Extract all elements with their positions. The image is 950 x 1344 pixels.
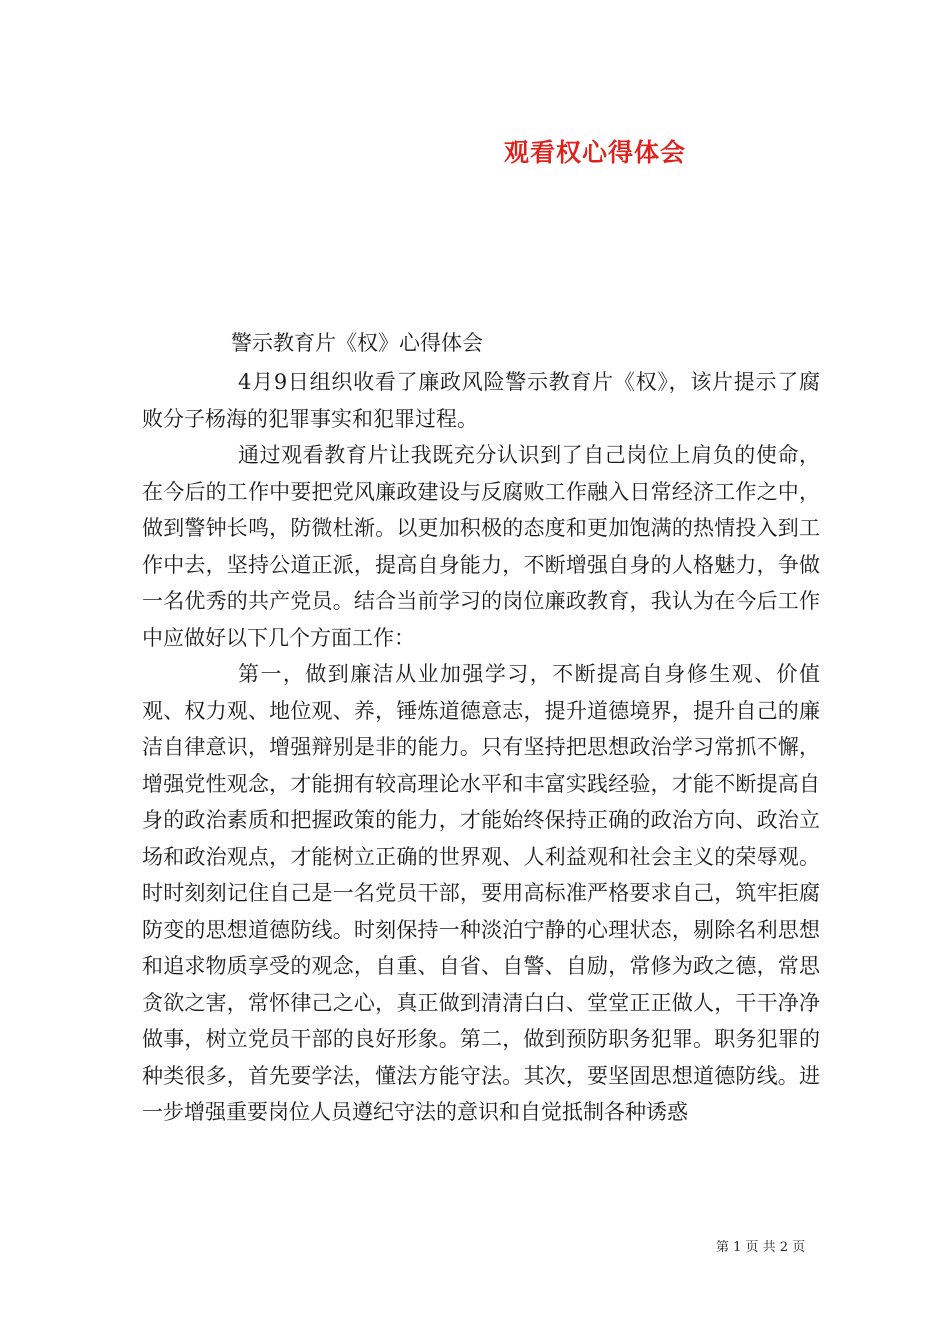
paragraph-first-point: 第一，做到廉洁从业加强学习，不断提高自身修生观、价值观、权力观、地位观、养，锤炼道德意志，提升道德境界，提升自己的廉洁自律意识，增强辩别是非的能力。只有坚持把思想政治学习常抓不懈，增强党性观念，才能拥有较高理论水平和丰富实践经验，才能不断提高自身的政治素质和把握政策的能力，才能始终保持正确的政治方向、政治立场和政治观点，才能树立正确的世界观、人利益观和社会主义的荣辱观。时时刻刻记住自己是一名党员干部，要用高标准严格要求自己，筑牢拒腐防变的思想道德防线。时刻保持一种淡泊宁静的心理状态，剔除名利思想和追求物质享受的观念，自重、自省、自警、自励，常修为政之德，常思贪欲之害，常怀律己之心，真正做到清清白白、堂堂正正做人，干干净净做事，树立党员干部的良好形象。第二，做到预防职务犯罪。职务犯罪的种类很多，首先要学法，懂法方能守法。其次，要坚固思想道德防线。进一步增强重要岗位人员遵纪守法的意识和自觉抵制各种诱惑 (142, 662, 820, 1124)
document-body (142, 364, 820, 1131)
paragraph-intro: 4月9日组织收看了廉政风险警示教育片《权》，该片提示了腐败分子杨海的犯罪事实和犯罪过程。 (142, 370, 820, 431)
document-title: 观看权心得体会 (503, 138, 686, 167)
paragraph-reflection: 通过观看教育片让我既充分认识到了自己岗位上肩负的使命，在今后的工作中要把党风廉政建设与反腐败工作融入日常经济工作之中，做到警钟长鸣，防微杜渐。以更加积极的态度和更加饱满的热情投入到工作中去，坚持公道正派，提高自身能力，不断增强自身的人格魅力，争做一名优秀的共产党员。结合当前学习的岗位廉政教育，我认为在今后工作中应做好以下几个方面工作： (142, 443, 820, 650)
page-number-footer: 第 1 页 共 2 页 (716, 1240, 806, 1255)
document-subtitle: 警示教育片《权》心得体会 (231, 331, 483, 355)
